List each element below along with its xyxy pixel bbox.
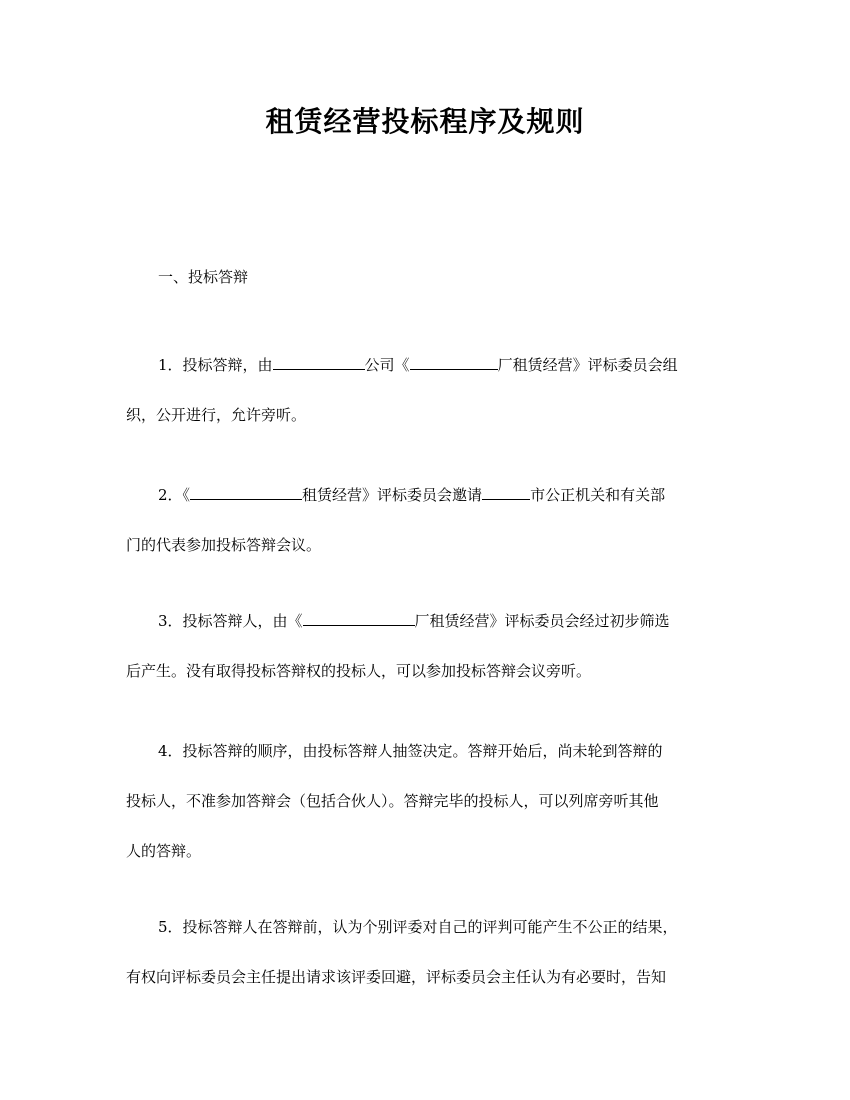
section-heading: 一、投标答辩	[158, 268, 249, 286]
paragraph-1-line-2: 织，公开进行，允许旁听。	[126, 406, 307, 424]
paragraph-3	[126, 596, 726, 696]
paragraph-2-line-2: 门的代表参加投标答辩会议。	[126, 536, 322, 554]
paragraph-2	[126, 470, 726, 570]
paragraph-2-line-1	[126, 470, 726, 520]
paragraph-5	[126, 902, 726, 1002]
paragraph-1	[126, 340, 726, 440]
paragraph-5-line-1: 5．投标答辩人在答辩前，认为个别评委对自己的评判可能产生不公正的结果，	[158, 918, 678, 936]
text-segment: 2．《	[158, 486, 191, 504]
text-segment: 厂租赁经营》评标委员会经过初步筛选	[414, 612, 670, 630]
fill-in-blank	[410, 355, 498, 370]
paragraph-3-line-2: 后产生。没有取得投标答辩权的投标人，可以参加投标答辩会议旁听。	[126, 662, 592, 680]
paragraph-3-line-1	[126, 596, 726, 646]
text-segment: 市公正机关和有关部	[530, 486, 666, 504]
fill-in-blank	[273, 355, 365, 370]
paragraph-4-line-2: 投标人，不准参加答辩会（包括合伙人）。答辩完毕的投标人，可以列席旁听其他	[126, 792, 659, 810]
paragraph-1-line-1	[126, 340, 726, 390]
paragraph-4	[126, 726, 726, 876]
text-segment: 1．投标答辩，由	[158, 356, 273, 374]
paragraph-4-line-3: 人的答辩。	[126, 842, 202, 860]
text-segment: 厂租赁经营》评标委员会组	[497, 356, 678, 374]
fill-in-blank	[190, 485, 302, 500]
fill-in-blank	[303, 611, 415, 626]
text-segment: 公司《	[364, 356, 410, 374]
text-segment: 3．投标答辩人，由《	[158, 612, 303, 630]
document-title: 租赁经营投标程序及规则	[265, 105, 585, 138]
fill-in-blank	[482, 485, 530, 500]
paragraph-5-line-2: 有权向评标委员会主任提出请求该评委回避，评标委员会主任认为有必要时，告知	[126, 968, 667, 986]
text-segment: 租赁经营》评标委员会邀请	[302, 486, 483, 504]
paragraph-4-line-1: 4．投标答辩的顺序，由投标答辩人抽签决定。答辩开始后，尚未轮到答辩的	[158, 742, 663, 760]
